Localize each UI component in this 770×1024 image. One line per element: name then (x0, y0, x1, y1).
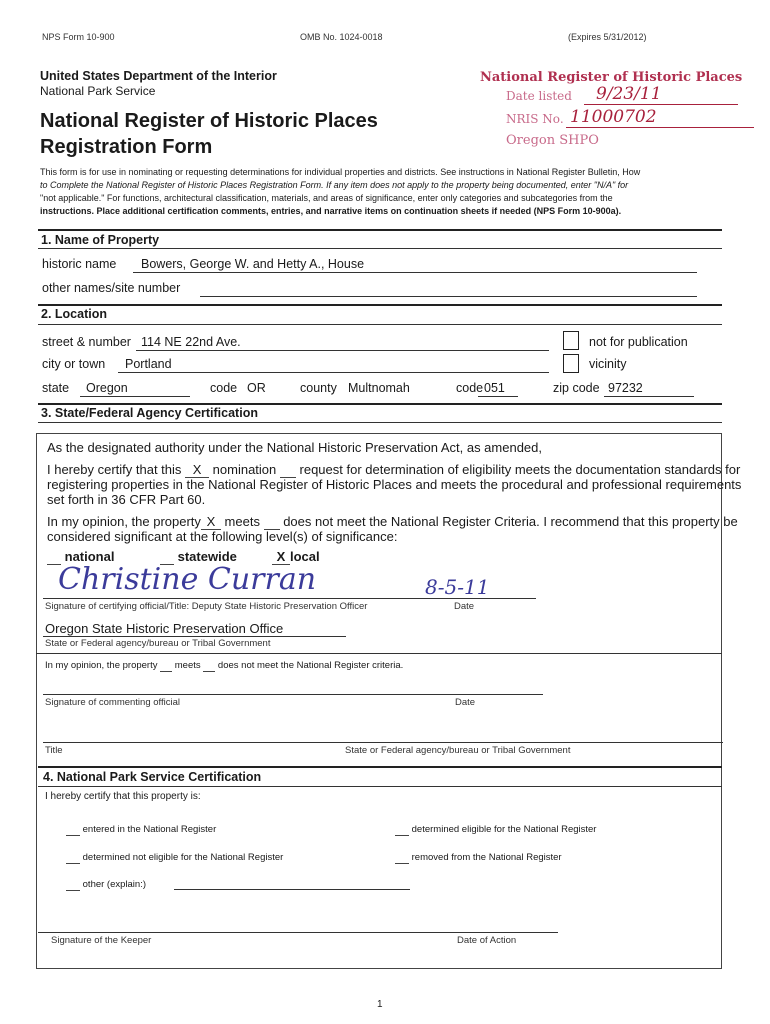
other-names-label: other names/site number (42, 281, 181, 295)
certifying-date: 8-5-11 (425, 575, 490, 599)
other-option[interactable] (66, 879, 146, 891)
section-1-heading: 1. Name of Property (41, 233, 160, 247)
comment-opinion-2: meets (174, 660, 201, 671)
comment-opinion-line (45, 660, 403, 672)
section-3-heading: 3. State/Federal Agency Certification (41, 406, 258, 420)
entered-label: entered in the National Register (82, 824, 217, 835)
section-4-heading: 4. National Park Service Certification (43, 770, 262, 784)
date-of-action-label: Date of Action (457, 935, 517, 946)
removed-label: removed from the National Register (411, 852, 562, 863)
opinion-text-2: meets (224, 514, 260, 529)
not-eligible-label: determined not eligible for the National Register (82, 852, 284, 863)
date-listed-label: Date listed (506, 89, 572, 103)
level-national-label: national (64, 549, 115, 564)
zip-label: zip code (553, 381, 600, 395)
state-code-label: code (210, 381, 238, 395)
nris-value: 11000702 (570, 107, 657, 127)
entered-option[interactable] (66, 824, 216, 836)
level-statewide-label: statewide (177, 549, 237, 564)
service-name: National Park Service (40, 84, 156, 98)
local-mark: X (272, 549, 290, 565)
certify-text-3: request for determination of eligibility meets the documentation standards for (299, 462, 741, 477)
opinion-line-1 (47, 514, 738, 530)
certify-line-1 (47, 462, 740, 478)
intro-line-2: to Complete the National Register of Historic Places Registration Form. If any item does not apply to the property being documented, enter "N/A" for (40, 180, 629, 190)
state-code-value[interactable]: OR (247, 381, 266, 395)
city-value[interactable]: Portland (125, 357, 172, 371)
street-value[interactable]: 114 NE 22nd Ave. (141, 335, 241, 349)
commenting-date-label: Date (455, 697, 476, 708)
register-stamp-title: National Register of Historic Places (480, 70, 743, 85)
county-label: county (300, 381, 337, 395)
request-mark[interactable] (280, 462, 296, 478)
street-label: street & number (42, 335, 131, 349)
agency-caption: State or Federal agency/bureau or Tribal Government (45, 638, 271, 649)
county-value[interactable]: Multnomah (348, 381, 410, 395)
certify-line-2: registering properties in the National Register of Historic Places and meets the procedural and professional requirements (47, 477, 742, 492)
page-title: National Register of Historic Places (40, 110, 378, 132)
not-for-publication-checkbox[interactable] (563, 331, 579, 350)
office-stamp: Oregon SHPO (506, 133, 599, 148)
date-listed-value: 9/23/11 (596, 84, 662, 104)
page-number: 1 (377, 999, 383, 1010)
historic-name-value[interactable]: Bowers, George W. and Hetty A., House (141, 257, 365, 271)
opinion-text-3: does not meet the National Register Criteria. I recommend that this property be (283, 514, 738, 529)
nris-label: NRIS No. (506, 112, 564, 126)
certify-text-1: I hereby certify that this (47, 462, 182, 477)
comment-meets-mark[interactable] (160, 660, 172, 672)
vicinity-checkbox[interactable] (563, 354, 579, 373)
omb-number: OMB No. 1024-0018 (300, 32, 383, 42)
intro-line-3: "not applicable." For functions, architectural classification, materials, and areas of significance, enter only categories and subcategories from the (40, 193, 613, 203)
section-2-heading: 2. Location (41, 307, 107, 321)
meets-mark[interactable]: X (201, 514, 221, 530)
intro-line-1: This form is for use in nominating or requesting determinations for individual properties and districts. See instructions in National Register Bulletin, How (40, 167, 641, 177)
agency-name: Oregon State Historic Preservation Office (45, 621, 284, 636)
state-value[interactable]: Oregon (86, 381, 128, 395)
comment-does-not-meet-mark[interactable] (203, 660, 215, 672)
department-name: United States Department of the Interior (40, 69, 277, 83)
not-eligible-option[interactable] (66, 852, 283, 864)
county-code-value[interactable]: 051 (484, 381, 505, 395)
form-number: NPS Form 10-900 (42, 32, 115, 42)
does-not-meet-mark[interactable] (264, 514, 280, 530)
commenting-agency-label: State or Federal agency/bureau or Tribal Government (345, 745, 571, 756)
other-label: other (explain:) (82, 879, 147, 890)
determined-eligible-label: determined eligible for the National Register (411, 824, 597, 835)
page-subtitle: Registration Form (40, 136, 213, 158)
opinion-text-1: In my opinion, the property (47, 514, 201, 529)
title-label: Title (45, 745, 63, 756)
intro-line-4: instructions. Place additional certification comments, entries, and narrative items on continuation sheets if needed (NPS Form 10-900a). (40, 206, 622, 216)
opinion-line-2: considered significant at the following level(s) of significance: (47, 529, 398, 544)
certify-text-2: nomination (212, 462, 277, 477)
comment-opinion-3: does not meet the National Register criteria. (217, 660, 404, 671)
nps-certify-text: I hereby certify that this property is: (45, 791, 201, 802)
not-for-publication-label: not for publication (589, 335, 688, 349)
commenting-signature-label: Signature of commenting official (45, 697, 181, 708)
nomination-mark[interactable]: X (185, 462, 209, 478)
keeper-signature-label: Signature of the Keeper (51, 935, 152, 946)
authority-text: As the designated authority under the National Historic Preservation Act, as amended, (47, 440, 543, 455)
comment-opinion-1: In my opinion, the property (45, 660, 158, 671)
city-label: city or town (42, 357, 106, 371)
county-code-label: code (456, 381, 484, 395)
certifying-signature: Christine Curran (58, 562, 317, 597)
historic-name-label: historic name (42, 257, 117, 271)
determined-eligible-option[interactable] (395, 824, 596, 836)
level-local-label: local (290, 549, 320, 564)
vicinity-label: vicinity (589, 357, 627, 371)
zip-value[interactable]: 97232 (608, 381, 643, 395)
state-label: state (42, 381, 70, 395)
certify-line-3: set forth in 36 CFR Part 60. (47, 492, 206, 507)
removed-option[interactable] (395, 852, 562, 864)
date-caption: Date (454, 601, 475, 612)
expires-date: (Expires 5/31/2012) (568, 32, 647, 42)
signature-caption: Signature of certifying official/Title: Deputy State Historic Preservation Officer (45, 601, 368, 612)
